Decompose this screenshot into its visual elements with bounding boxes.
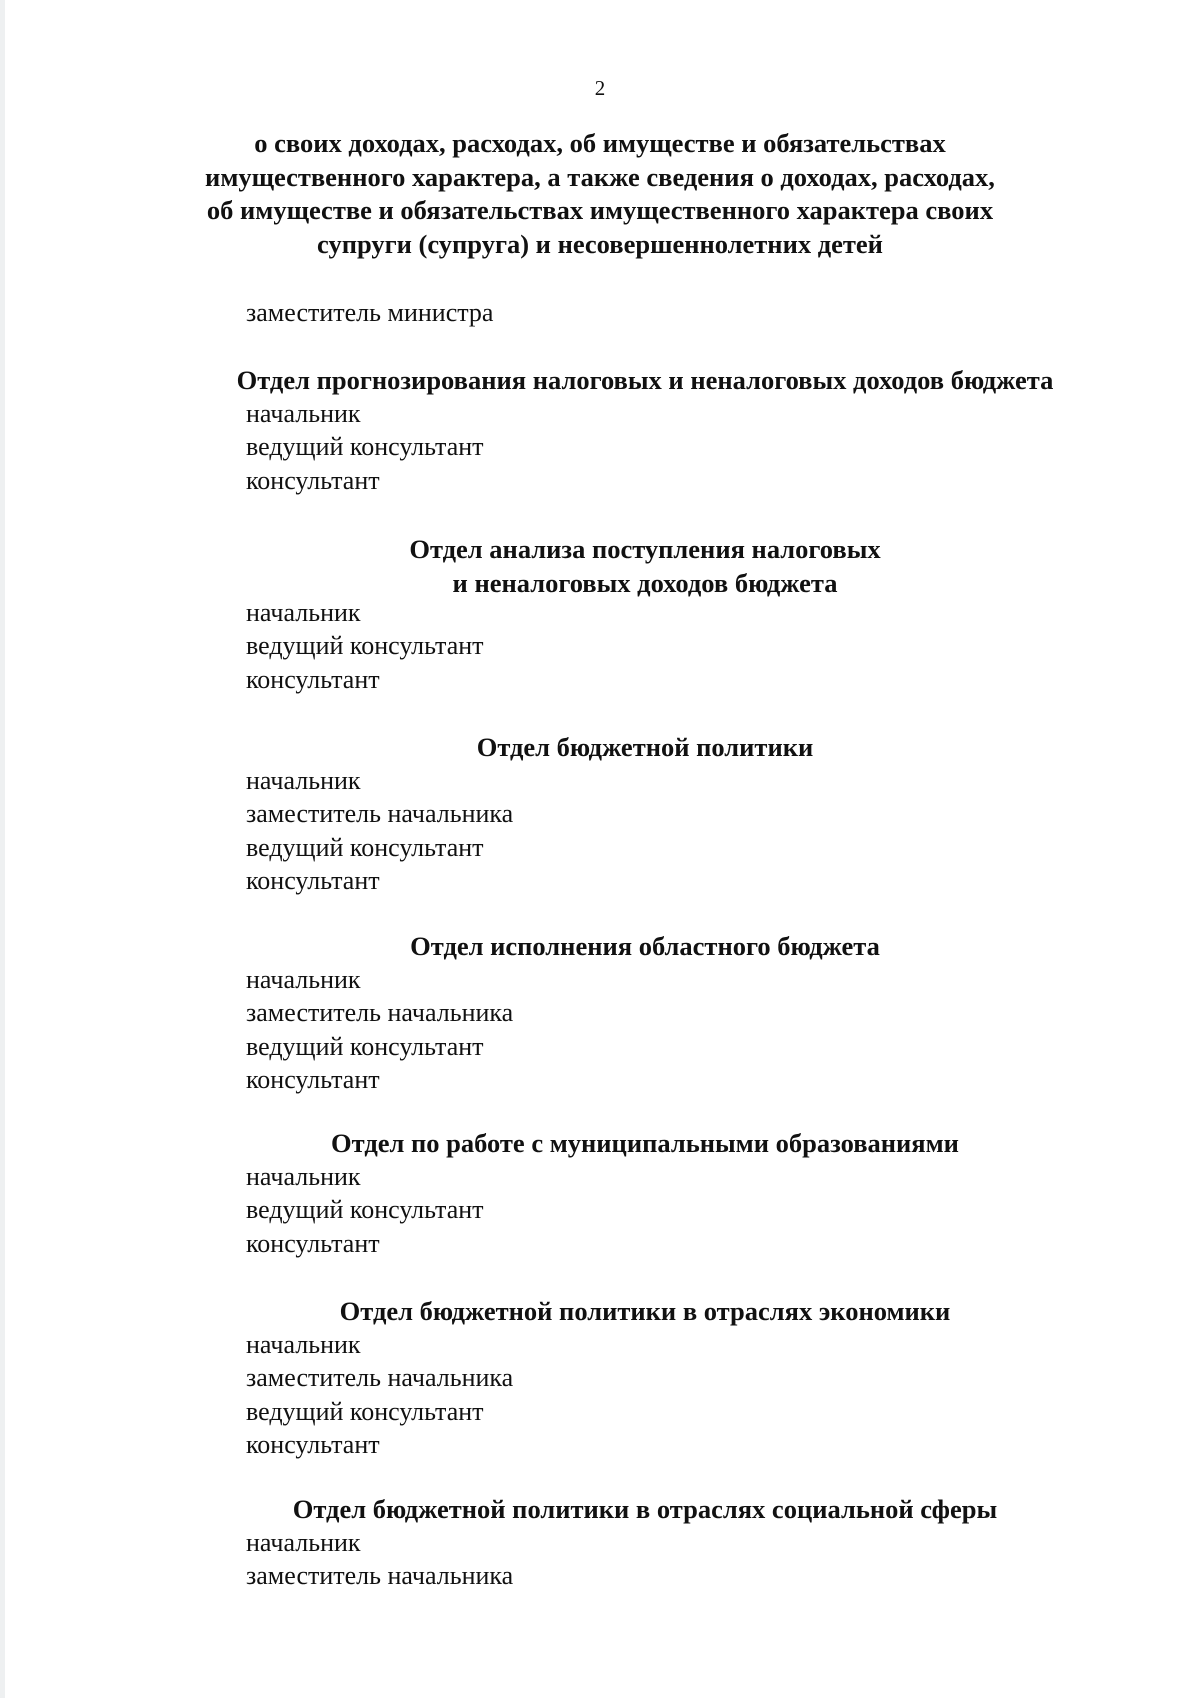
position-item: ведущий консультант bbox=[246, 1031, 484, 1061]
section-title bbox=[45, 1493, 1200, 1526]
section-title-line: Отдел исполнения областного бюджета bbox=[410, 931, 880, 961]
scan-edge bbox=[0, 0, 5, 1698]
section-title-line: и неналоговых доходов бюджета bbox=[452, 568, 838, 598]
position-list bbox=[246, 596, 484, 696]
position-item: ведущий консультант bbox=[246, 432, 484, 462]
section-title bbox=[45, 364, 1200, 397]
section-title-line: Отдел по работе с муниципальными образованиями bbox=[331, 1128, 959, 1158]
section-title-line: Отдел бюджетной политики в отраслях социальной сферы bbox=[292, 1494, 998, 1524]
section-title-line: Отдел бюджетной политики bbox=[476, 732, 814, 762]
position-item: консультант bbox=[246, 465, 380, 495]
position-item: ведущий консультант bbox=[246, 1195, 484, 1225]
position-item: заместитель начальника bbox=[246, 799, 514, 829]
position-list bbox=[246, 1526, 513, 1593]
section-title-line: Отдел бюджетной политики в отраслях экономики bbox=[339, 1296, 951, 1326]
position-item: начальник bbox=[246, 598, 361, 627]
position-item: ведущий консультант bbox=[246, 832, 484, 862]
intro-line: имущественного характера, а также сведения о доходах, расходах, bbox=[205, 161, 995, 192]
section-title bbox=[45, 731, 1200, 764]
section-title bbox=[45, 930, 1200, 963]
position-item: заместитель начальника bbox=[246, 998, 514, 1028]
position-item: начальник bbox=[246, 965, 361, 994]
position-item: начальник bbox=[246, 766, 361, 795]
position-item: консультант bbox=[246, 664, 380, 694]
section-title bbox=[45, 1127, 1200, 1160]
position-item: начальник bbox=[246, 1528, 361, 1557]
position-item: заместитель начальника bbox=[246, 1363, 514, 1393]
position-item: заместитель начальника bbox=[246, 1561, 514, 1591]
section-title bbox=[45, 1295, 1200, 1328]
position-item: консультант bbox=[246, 1429, 380, 1459]
position-list bbox=[246, 397, 484, 497]
position-item: начальник bbox=[246, 1162, 361, 1191]
position-item: консультант bbox=[246, 865, 380, 895]
position-list bbox=[246, 963, 513, 1096]
intro-heading bbox=[150, 127, 1050, 261]
position-list bbox=[246, 1328, 513, 1461]
intro-line: супруги (супруга) и несовершеннолетних детей bbox=[317, 228, 883, 259]
top-position: заместитель министра bbox=[246, 298, 494, 327]
page-number: 2 bbox=[594, 76, 606, 100]
position-item: консультант bbox=[246, 1228, 380, 1258]
position-list bbox=[246, 1160, 484, 1260]
intro-line: о своих доходах, расходах, об имуществе и обязательствах bbox=[254, 128, 946, 158]
section-title-line: Отдел анализа поступления налоговых bbox=[409, 534, 881, 564]
position-item: начальник bbox=[246, 1330, 361, 1359]
position-item: ведущий консультант bbox=[246, 631, 484, 661]
position-item: ведущий консультант bbox=[246, 1396, 484, 1426]
position-item: консультант bbox=[246, 1064, 380, 1094]
section-title-line: Отдел прогнозирования налоговых и неналоговых доходов бюджета bbox=[236, 365, 1054, 395]
position-list bbox=[246, 764, 513, 897]
position-item: начальник bbox=[246, 399, 361, 428]
intro-line: об имуществе и обязательствах имущественного характера своих bbox=[206, 195, 994, 225]
section-title bbox=[45, 532, 1200, 600]
